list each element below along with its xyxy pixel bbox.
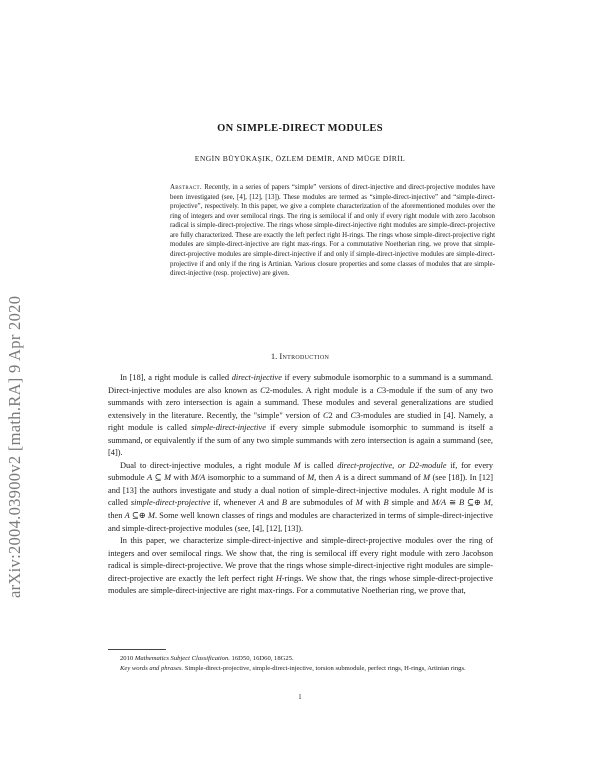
text-span: In this paper, we characterize simple-direct-injective and simple-direct-projective modules over the ring of integers and over semilocal rings. We show that, the ring is semilocal iff every right module with zero Jacobson radical is simple-direct-projective. We prove that the rings whose simple-direct-injective right modules are simple-direct-projective are exactly the left perfect right (108, 536, 493, 583)
footnotes (108, 654, 493, 673)
math-symbol: M (423, 473, 431, 483)
author-list: ENGİN BÜYÜKAŞIK, ÖZLEM DEMİR, AND MÜGE DİRİL (194, 154, 406, 163)
text-span: is called (300, 460, 338, 470)
text-span: if every submodule isomorphic to a summand is a summand. Direct-injective modules are also known as (108, 373, 494, 395)
footnote-keywords (108, 664, 493, 674)
text-span: with (362, 498, 384, 508)
text-span: 2 and (328, 410, 351, 420)
text-span: and (263, 498, 282, 508)
text-span: -rings. We show that, the rings whose simple-direct-projective modules are simple-direct-injective are right max-rings. For a commutative Noetherian ring, we prove that, (108, 573, 493, 596)
paragraph-3 (108, 535, 493, 598)
term-emphasis: simple-direct-projective (130, 498, 211, 508)
footnote-msc (108, 654, 493, 664)
abstract-text: Recently, in a series of papers “simple” versions of direct-injective and direct-projective modules have been investigated (see, [4], [12], [13]). These modules are termed as “simple-direct-injective” and “simple-direct-projective”, respectively. In this paper, we give a complete characterization of the aforementioned modules over the ring of integers and over semilocal rings. The ring is semilocal if and only if every right module with zero Jacobson radical is simple-direct-projective. The rings whose simple-direct-injective right modules are simple-direct-projective are fully characterized. These are exactly the left perfect right H-rings. The rings whose simple-direct-projective right modules are simple-direct-injective are right max-rings. For a commutative Noetherian ring, we prove that simple-direct-projective modules are simple-direct-injective if and only if simple-direct-injective modules are simple-direct-projective if and only if the ring is Artinian. Various closure properties and some classes of modules that are simple-direct-injective (resp. projective) are given. (170, 184, 495, 278)
text-span: Dual to direct-injective modules, a right module (120, 460, 294, 470)
text-span: are submodules of (287, 498, 356, 508)
text-span: 2-modules. A right module is a (265, 385, 377, 395)
text-span: (see [18]). In [12] and [13] the authors investigate and study a dual notion of simple-direct-injective modules. A right module (108, 473, 493, 495)
section-title-text: Introduction (279, 351, 330, 361)
math-symbol: A (124, 511, 130, 521)
text-span: if every simple submodule isomorphic to summand is itself a summand, or equivalently if the sum of any two simple summands with zero intersection is again a summand (see, [4]). (108, 423, 493, 458)
text-span: . Some well known classes of rings and modules are characterized in terms of simple-direct-injective and simple-direct-projective modules (see, [4], [12], [13]). (108, 511, 494, 533)
math-symbol: B (383, 498, 389, 508)
abstract (170, 183, 495, 279)
math-symbol: C (322, 410, 329, 420)
section-heading (0, 351, 600, 361)
footnote-label: Key words and phrases. (120, 664, 184, 672)
math-symbol: M (293, 460, 301, 470)
math-operator: ⊆⊕ (464, 498, 484, 508)
math-symbol: M (148, 511, 155, 521)
text-span: 2010 (120, 655, 135, 662)
paper-title: ON SIMPLE-DIRECT MODULES (217, 123, 383, 134)
text-span: if, for every submodule (108, 460, 493, 483)
text-span: 3-module if the sum of any two summands with zero intersection is again a summand. These modules and several generalizations are studied extensively in the literature. Recently, the "simple" version of (108, 385, 493, 420)
text-span: 16D50, 16D60, 18G25. (229, 655, 294, 662)
paragraph-1 (108, 372, 493, 460)
math-fraction: M/A (190, 473, 206, 483)
math-symbol: M (307, 473, 315, 483)
text-span: simple and (388, 498, 432, 508)
math-operator: ⊆ (152, 473, 165, 483)
text-span: , then (314, 473, 336, 483)
arxiv-identifier-stamp: arXiv:2004.03900v2 [math.RA] 9 Apr 2020 (5, 295, 24, 598)
text-span: Simple-direct-projective, simple-direct-injective, torsion submodule, perfect rings, H-rings, Artinian rings. (183, 664, 466, 672)
math-operator: ≅ (446, 498, 459, 508)
math-symbol: A (147, 473, 153, 483)
text-span: In [18], a right module is called (120, 373, 232, 382)
footnote-label: Mathematics Subject Classification. (134, 655, 230, 662)
body-text (108, 372, 493, 598)
text-span: 3-modules are studied in [4]. Namely, a right module is called (108, 410, 493, 433)
math-symbol: A (335, 473, 341, 483)
section-number: 1. (270, 351, 278, 361)
math-symbol: B (281, 498, 288, 508)
paragraph-2 (108, 460, 493, 535)
math-symbol: H (275, 573, 282, 583)
page-number: 1 (298, 694, 302, 701)
term-emphasis: direct-projective, or D2-module (337, 460, 447, 470)
math-operator: ⊆⊕ (129, 511, 149, 521)
term-emphasis: direct-injective (231, 373, 282, 382)
text-span: if, whenever (210, 498, 259, 508)
text-span: is called (108, 485, 493, 508)
abstract-label: Abstract. (170, 184, 202, 191)
math-fraction: M/A (431, 498, 447, 508)
text-span: , then (108, 498, 493, 521)
math-symbol: M (477, 485, 485, 495)
math-symbol: M (483, 498, 491, 508)
math-symbol: M (355, 498, 363, 508)
footnote-divider (108, 649, 166, 650)
math-symbol: C (260, 385, 266, 395)
text-span: is a direct summand of (340, 473, 424, 483)
math-symbol: C (376, 385, 383, 395)
text-span: isomorphic to a summand of (205, 473, 308, 483)
math-symbol: A (258, 498, 264, 508)
math-symbol: M (164, 473, 172, 483)
text-span: with (171, 473, 191, 483)
math-symbol: C (350, 410, 357, 420)
term-emphasis: simple-direct-injective (191, 423, 266, 433)
math-symbol: B (458, 498, 465, 508)
